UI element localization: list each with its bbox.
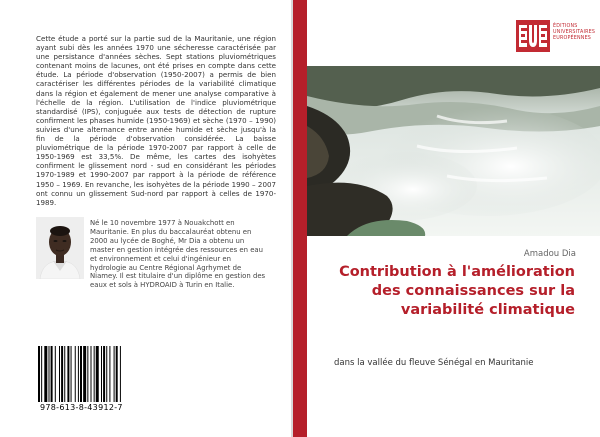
book-subtitle: dans la vallée du fleuve Sénégal en Mauritanie bbox=[334, 358, 534, 368]
publisher-logo bbox=[516, 20, 550, 52]
back-cover bbox=[0, 0, 293, 437]
back-cover-abstract: Cette étude a porté sur la partie sud de la Mauritanie, une région ayant subi dès les années 1970 une sécheresse caractérisée par une persistance d'années sèches. Sept stations pluviométriques contenant moins de lacunes, ont été prises en compte dans cette étude. La période d'observation (1950-2007) a permis de bien caractériser les différentes périodes de la variabilité climatique dans la région et également de mener une analyse comparative à l'échelle de la région. L'utilisation de l'indice pluviométrique standardisé (IPS), conjuguée aux tests de détection de rupture confirment les phases humide (1950-1969) et sèche (1970 – 1990) suivies d'une alternance entre année humide et sèche jusqu'à la fin de la période d'observation considérée. La baisse pluviométrique de la période 1970-2007 par rapport à celle de 1950-1969 est 33,5%. De même, les cartes des isohyètes confirment le glissement nord - sud en considérant les périodes 1970-1989 et 1990-2007 par rapport à la période de référence 1950 – 1969. En revanche, les isohyètes de la période 1990 – 2007 ont connu un glissement Sud-nord par rapport à celles de 1970-1989. bbox=[36, 34, 276, 207]
author-bio: Né le 10 novembre 1977 à Nouakchott en Mauritanie. En plus du baccalauréat obtenu en 2000 au lycée de Boghé, Mr Dia a obtenu un master en gestion intégrée des ressources en eau et environnement et celui d'ingénieur en hydrologie au Centre Régional Agrhymet de Niamey. Il est titulaire d'un diplôme en gestion des eaux et sols à HYDROAID à Turin en Italie. bbox=[90, 219, 266, 290]
book-title: Contribution à l'amélioration des connaissances sur la variabilité climatique bbox=[339, 264, 575, 318]
publisher-name-line: ÉDITIONS bbox=[553, 24, 578, 29]
cover-author: Amadou Dia bbox=[523, 249, 576, 259]
publisher-name bbox=[553, 24, 595, 42]
book-spine bbox=[293, 0, 307, 437]
barcode bbox=[36, 346, 126, 402]
waterfall-photo bbox=[307, 66, 600, 236]
author-photo bbox=[36, 217, 84, 279]
publisher-name-line: EUROPÉENNES bbox=[553, 36, 592, 41]
isbn-number: 978-613-8-43912-7 bbox=[40, 403, 123, 412]
publisher-name-line: UNIVERSITAIRES bbox=[553, 30, 596, 35]
